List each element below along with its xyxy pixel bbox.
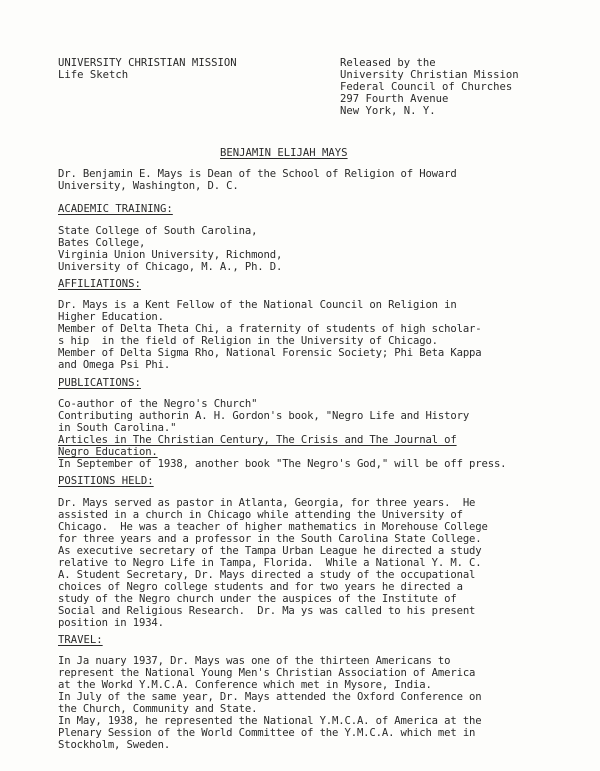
header-right-line: New York, N. Y. — [340, 105, 436, 117]
header-right — [340, 57, 519, 117]
positions-paragraph — [58, 497, 488, 629]
travel-line: In July of the same year, Dr. Mays attended the Oxford Conference on — [58, 691, 482, 703]
document-title: BENJAMIN ELIJAH MAYS — [220, 147, 348, 159]
affiliations-line: Dr. Mays is a Kent Fellow of the National Council on Religion in — [58, 299, 457, 311]
publications-paragraph — [58, 398, 506, 470]
academic-paragraph — [58, 225, 282, 273]
header-left-line: Life Sketch — [58, 69, 129, 81]
travel-line: at the Workd Y.M.C.A. Conference which met in Mysore, India. — [58, 679, 432, 691]
publications-line-journal: Negro Education. — [58, 446, 158, 458]
header-left — [58, 57, 237, 81]
positions-line: Chicago. He was a teacher of higher mathematics in Morehouse College — [58, 521, 488, 533]
header-left-line: UNIVERSITY CHRISTIAN MISSION — [58, 57, 237, 69]
publications-line: in South Carolina." — [58, 422, 177, 434]
affiliations-line: and Omega Psi Phi. — [58, 359, 171, 371]
academic-line: University of Chicago, M. A., Ph. D. — [58, 261, 283, 273]
header-right-line: University Christian Mission — [340, 69, 519, 81]
positions-line: choices of Negro college students and for two years he directed a — [58, 581, 463, 593]
section-heading-positions: POSITIONS HELD: — [58, 475, 154, 487]
header-right-line: 297 Fourth Avenue — [340, 93, 449, 105]
publications-line: Co-author of the Negro's Church" — [58, 398, 258, 410]
affiliations-line: Member of Delta Sigma Rho, National Forensic Society; Phi Beta Kappa — [58, 347, 482, 359]
affiliations-line: Higher Education. — [58, 311, 164, 323]
section-heading-publications: PUBLICATIONS: — [58, 377, 141, 389]
positions-line: relative to Negro Life in Tampa, Florida. While a National Y. M. C. — [58, 557, 482, 569]
affiliations-line: Member of Delta Theta Chi, a fraternity of students of high scholar- — [58, 323, 482, 335]
intro-line: University, Washington, D. C. — [58, 180, 239, 192]
academic-line: Virginia Union University, Richmond, — [58, 249, 283, 261]
intro-line: Dr. Benjamin E. Mays is Dean of the School of Religion of Howard — [58, 168, 457, 180]
section-heading-academic: ACADEMIC TRAINING: — [58, 203, 173, 215]
travel-paragraph — [58, 655, 482, 751]
academic-line: Bates College, — [58, 237, 146, 249]
positions-line: study of the Negro church under the auspices of the Institute of — [58, 593, 457, 605]
publications-line-articles: Articles in The Christian Century, The Crisis and The Journal of — [58, 434, 457, 446]
travel-line: In Ja nuary 1937, Dr. Mays was one of the thirteen Americans to — [58, 655, 451, 667]
travel-line: represent the National Young Men's Christian Association of America — [58, 667, 476, 679]
travel-line: In May, 1938, he represented the National Y.M.C.A. of America at the — [58, 715, 482, 727]
travel-line: the Church, Community and State. — [58, 703, 258, 715]
positions-line: As executive secretary of the Tampa Urban League he directed a study — [58, 545, 482, 557]
positions-line: Dr. Mays served as pastor in Atlanta, Georgia, for three years. He — [58, 497, 476, 509]
section-heading-travel: TRAVEL: — [58, 634, 103, 646]
academic-line: State College of South Carolina, — [58, 225, 258, 237]
publications-line-forthcoming: In September of 1938, another book "The Negro's God," will be off press. — [58, 458, 507, 470]
intro-paragraph — [58, 168, 457, 192]
header-right-line: Released by the — [340, 57, 436, 69]
section-heading-affiliations: AFFILIATIONS: — [58, 278, 141, 290]
affiliations-paragraph — [58, 299, 482, 371]
positions-line: assisted in a church in Chicago while attending the University of — [58, 509, 463, 521]
positions-line: for three years and a professor in the South Carolina State College. — [58, 533, 482, 545]
positions-line: position in 1934. — [58, 617, 164, 629]
travel-line: Plenary Session of the World Committee of the Y.M.C.A. which met in — [58, 727, 476, 739]
header-right-line: Federal Council of Churches — [340, 81, 513, 93]
positions-line: Social and Religious Research. Dr. Ma ys was called to his present — [58, 605, 476, 617]
positions-line: A. Student Secretary, Dr. Mays directed a study of the occupational — [58, 569, 476, 581]
travel-line: Stockholm, Sweden. — [58, 739, 171, 751]
publications-line: Contributing authorin A. H. Gordon's book, "Negro Life and History — [58, 410, 470, 422]
affiliations-line: s hip in the field of Religion in the University of Chicago. — [58, 335, 438, 347]
